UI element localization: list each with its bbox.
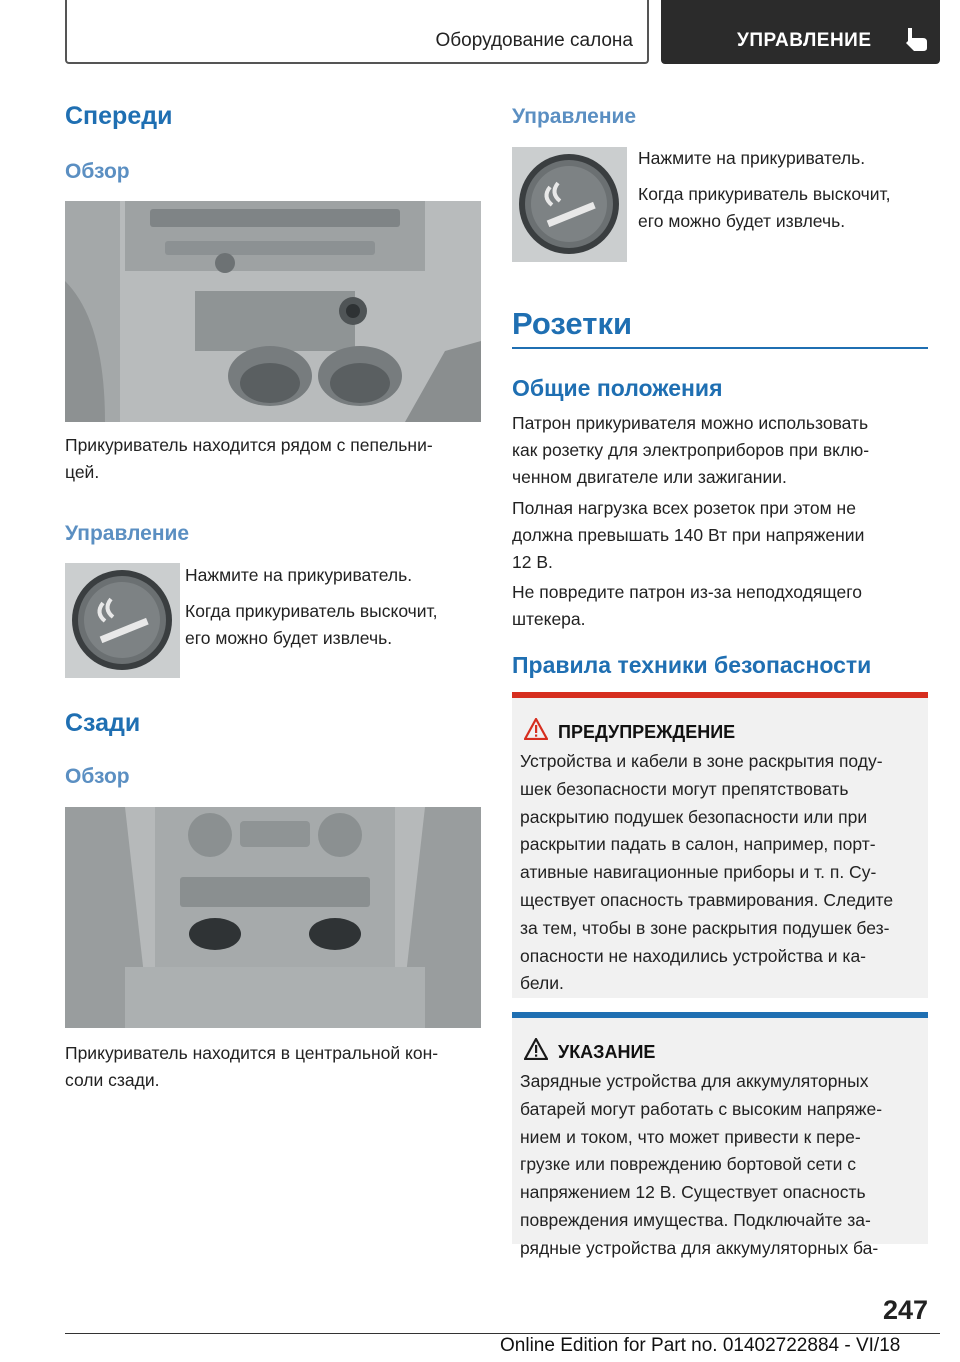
warning-line: опасности не находились устройства и ка‐ <box>520 945 867 966</box>
notice-text <box>520 1068 924 1263</box>
notice-line: нием и током, что может привести к пере‐ <box>520 1126 861 1147</box>
front-control-pop-line1: Когда прикуриватель выскочит, <box>185 601 438 621</box>
front-caption <box>65 432 481 486</box>
sockets-heading: Розетки <box>512 306 633 341</box>
general-p3-line1: Не повредите патрон из-за неподходящего <box>512 582 862 602</box>
rear-control-pop-line1: Когда прикуриватель выскочит, <box>638 184 891 204</box>
chapter-tab-label: УПРАВЛЕНИЕ <box>737 30 872 51</box>
rear-control-text <box>638 145 934 235</box>
cigarette-lighter-button-image <box>65 563 180 678</box>
rear-cigarette-lighter-button-image <box>512 147 627 262</box>
safety-heading: Правила техники безопасности <box>512 652 872 678</box>
warning-title: ПРЕДУПРЕЖДЕНИЕ <box>558 722 736 742</box>
rear-control-press: Нажмите на прикуриватель. <box>638 148 866 168</box>
general-p3-line2: штекера. <box>512 609 586 629</box>
notice-triangle-icon <box>524 1038 548 1065</box>
general-p2-line2: должна превышать 140 Вт при напряжении <box>512 525 865 545</box>
warning-line: Устройства и кабели в зоне раскрытия поду‐ <box>520 751 883 771</box>
notice-line: Зарядные устройства для аккумуляторных <box>520 1071 869 1091</box>
general-p1-line1: Патрон прикуривателя можно использовать <box>512 413 869 433</box>
warning-line: ативные навигационные приборы и т. п. Су‐ <box>520 862 877 883</box>
rear-caption <box>65 1040 481 1094</box>
rear-control-pop-line2: его можно будет извлечь. <box>638 211 846 231</box>
general-p1-line2: как розетку для электроприборов при вклю‐ <box>512 440 870 460</box>
warning-bar <box>512 692 928 698</box>
notice-line: батарей могут работать с высоким напряже‐ <box>520 1098 883 1119</box>
edition-footer: Online Edition for Part no. 01402722884 - VI/18 <box>500 1335 901 1356</box>
general-paragraph-2 <box>512 495 928 576</box>
page-number: 247 <box>882 1295 928 1325</box>
rear-overview-heading: Обзор <box>65 765 130 788</box>
notice-line: напряжением 12 В. Существует опасность <box>520 1182 866 1203</box>
section-tab <box>65 0 649 64</box>
front-caption-line1: Прикуриватель находится рядом с пепельни‐ <box>65 435 433 455</box>
hand-pointer-icon <box>903 26 929 57</box>
warning-line: ществует опасность травмирования. Следите <box>520 889 894 910</box>
warning-line: раскрытию подушек безопасности или при <box>520 806 868 827</box>
notice-line: грузке или повреждению бортовой сети с <box>520 1154 857 1175</box>
front-heading-text: Спереди <box>65 102 173 130</box>
warning-line: бели. <box>520 973 564 994</box>
section-tab-label: Оборудование салона <box>435 30 633 51</box>
front-control-press: Нажмите на прикуриватель. <box>185 565 413 585</box>
rear-caption-line2: соли сзади. <box>65 1070 160 1090</box>
front-control-text <box>185 562 481 652</box>
warning-box <box>512 692 928 998</box>
front-control-pop-line2: его можно будет извлечь. <box>185 628 393 648</box>
front-control-heading: Управление <box>65 522 190 545</box>
general-p2-line1: Полная нагрузка всех розеток при этом не <box>512 498 856 518</box>
front-console-photo <box>65 201 481 422</box>
front-overview-heading: Обзор <box>65 160 130 183</box>
general-paragraph-3 <box>512 579 928 633</box>
warning-line: шек безопасности могут препятствовать <box>520 778 849 799</box>
notice-title: УКАЗАНИЕ <box>558 1042 656 1062</box>
general-p1-line3: ченном двигателе или зажигании. <box>512 467 787 487</box>
rear-control-heading: Управление <box>512 105 637 128</box>
notice-box <box>512 1012 928 1258</box>
footer-rule <box>65 1333 940 1334</box>
notice-line: рядные устройства для аккумуляторных ба‐ <box>520 1237 879 1258</box>
general-heading: Общие положения <box>512 375 723 401</box>
rear-console-photo <box>65 807 481 1028</box>
warning-line: за тем, чтобы в зоне раскрытия подушек без‐ <box>520 917 890 938</box>
general-p2-line3: 12 В. <box>512 552 553 572</box>
notice-line: повреждения имущества. Подключайте за‐ <box>520 1209 871 1230</box>
rear-heading: Сзади <box>65 709 141 737</box>
notice-bar <box>512 1012 928 1018</box>
warning-text <box>520 748 924 998</box>
rear-caption-line1: Прикуриватель находится в центральной кон‐ <box>65 1043 439 1063</box>
chapter-tab <box>661 0 940 64</box>
warning-line: раскрытии падать в салон, например, порт‐ <box>520 834 876 855</box>
front-caption-line2: цей. <box>65 462 100 482</box>
warning-triangle-icon <box>524 718 548 745</box>
sockets-rule <box>512 347 928 349</box>
general-paragraph-1 <box>512 410 928 491</box>
front-heading <box>65 102 481 131</box>
